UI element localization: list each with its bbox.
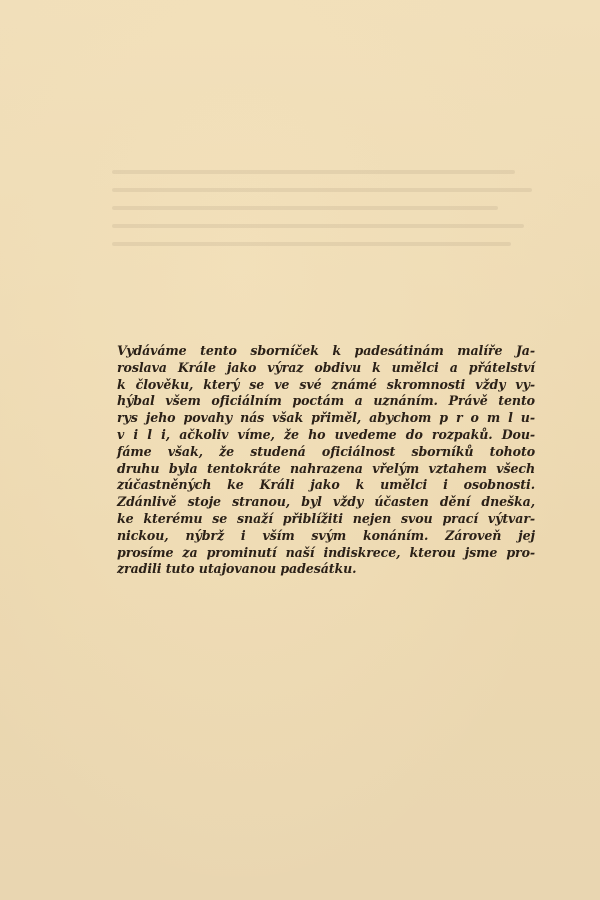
dedication-line: zúčastněných ke Králi jako k umělci i osobnosti.	[117, 477, 535, 493]
dedication-line: v i l i, ačkoliv víme, že ho uvedeme do rozpaků. Dou-	[117, 426, 535, 442]
dedication-line: Zdánlivě stoje stranou, byl vždy účasten dění dneška,	[117, 494, 535, 510]
bleed-through-heading	[112, 88, 532, 110]
bleed-through-line	[112, 206, 498, 210]
dedication-line: ke kterému se snaží přiblížiti nejen svou prací výtvar-	[117, 510, 535, 526]
dedication-line: Vydáváme tento sborníček k padesátinám malíře Ja-	[117, 343, 535, 358]
bleed-through-line	[112, 170, 515, 174]
bleed-through-subheading	[112, 110, 532, 170]
dedication-line: hýbal všem oficiálním poctám a uznáním. Právě tento	[117, 393, 535, 409]
dedication-line: fáme však, že studená oficiálnost sborníků tohoto	[117, 443, 535, 459]
dedication-line: k člověku, který se ve své známé skromnosti vždy vy-	[117, 376, 535, 392]
bleed-through-line	[112, 224, 524, 228]
dedication-line: rys jeho povahy nás však přiměl, abychom p r o m l u-	[117, 410, 535, 426]
bleed-through-line	[112, 188, 532, 192]
bleed-through-text	[112, 88, 532, 260]
dedication-line: roslava Krále jako výraz obdivu k umělci a přátelství	[117, 359, 535, 375]
dedication-line: druhu byla tentokráte nahrazena vřelým vztahem všech	[117, 460, 535, 476]
dedication-line: nickou, nýbrž i vším svým konáním. Zároveň jej	[117, 527, 535, 543]
bleed-through-line	[112, 242, 511, 246]
dedication-line: zradili tuto utajovanou padesátku.	[117, 561, 357, 577]
dedication-paragraph	[117, 343, 535, 578]
dedication-line: prosíme za prominutí naší indiskrece, kterou jsme pro-	[117, 544, 535, 560]
